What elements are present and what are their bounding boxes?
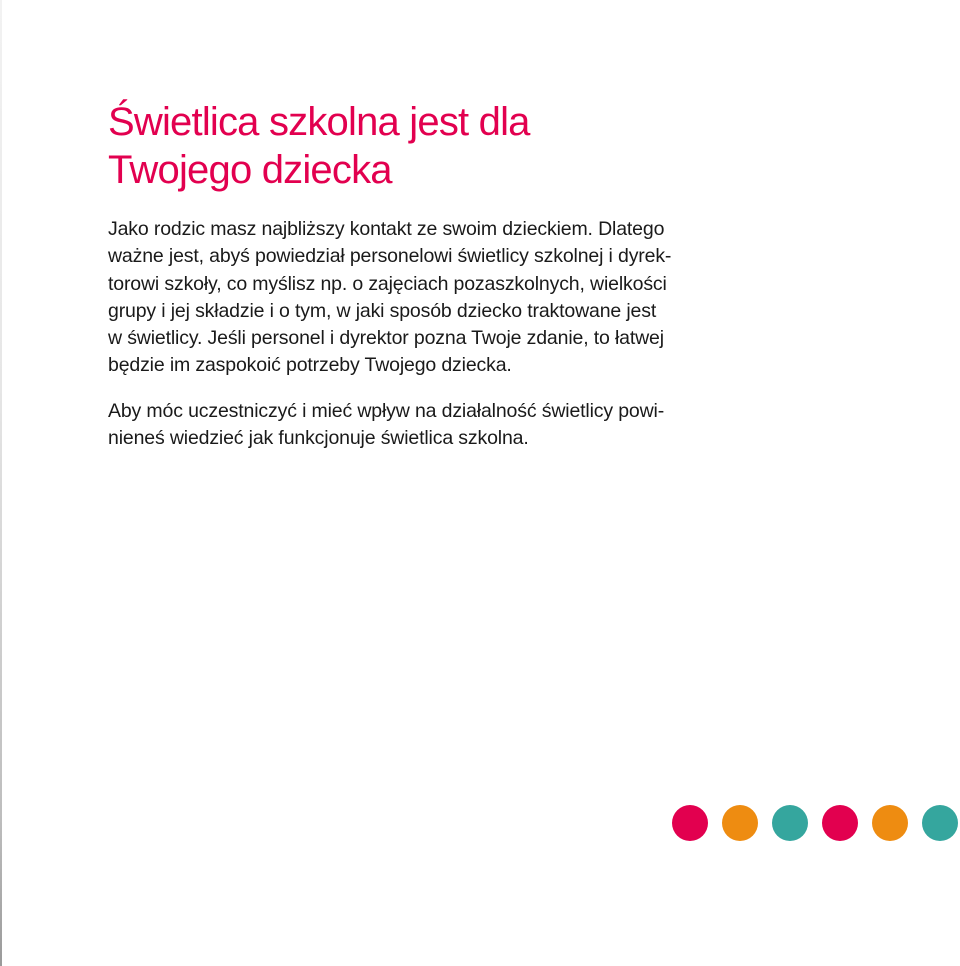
page-title <box>108 98 808 194</box>
paragraph-line: ważne jest, abyś powiedział personelowi świetlicy szkolnej i dyrek- <box>108 245 672 268</box>
paragraph-line: grupy i jej składzie i o tym, w jaki sposób dziecko traktowane jest <box>108 299 657 322</box>
page-edge-shadow <box>0 0 2 966</box>
title-line-2: Twojego dziecka <box>108 148 392 192</box>
title-line-1: Świetlica szkolna jest dla <box>108 100 530 144</box>
paragraph-line: nieneś wiedzieć jak funkcjonuje świetlica szkolna. <box>108 427 529 450</box>
dot-teal-decoration <box>922 805 958 841</box>
paragraph-line: będzie im zaspokoić potrzeby Twojego dziecka. <box>108 354 512 377</box>
second-paragraph <box>108 398 768 453</box>
dot-teal-decoration <box>772 805 808 841</box>
dot-orange-decoration <box>872 805 908 841</box>
paragraph-line: Aby móc uczestniczyć i mieć wpływ na działalność świetlicy powi- <box>108 400 665 422</box>
dot-pink-decoration <box>672 805 708 841</box>
paragraph-line: w świetlicy. Jeśli personel i dyrektor pozna Twoje zdanie, to łatwej <box>108 327 664 350</box>
paragraph-line: Jako rodzic masz najbliższy kontakt ze swoim dzieckiem. Dlatego <box>108 218 665 240</box>
intro-paragraph <box>108 216 768 380</box>
dot-pink-decoration <box>822 805 858 841</box>
decorative-dots <box>672 805 958 841</box>
paragraph-line: torowi szkoły, co myślisz np. o zajęciach pozaszkolnych, wielkości <box>108 272 667 295</box>
dot-orange-decoration <box>722 805 758 841</box>
